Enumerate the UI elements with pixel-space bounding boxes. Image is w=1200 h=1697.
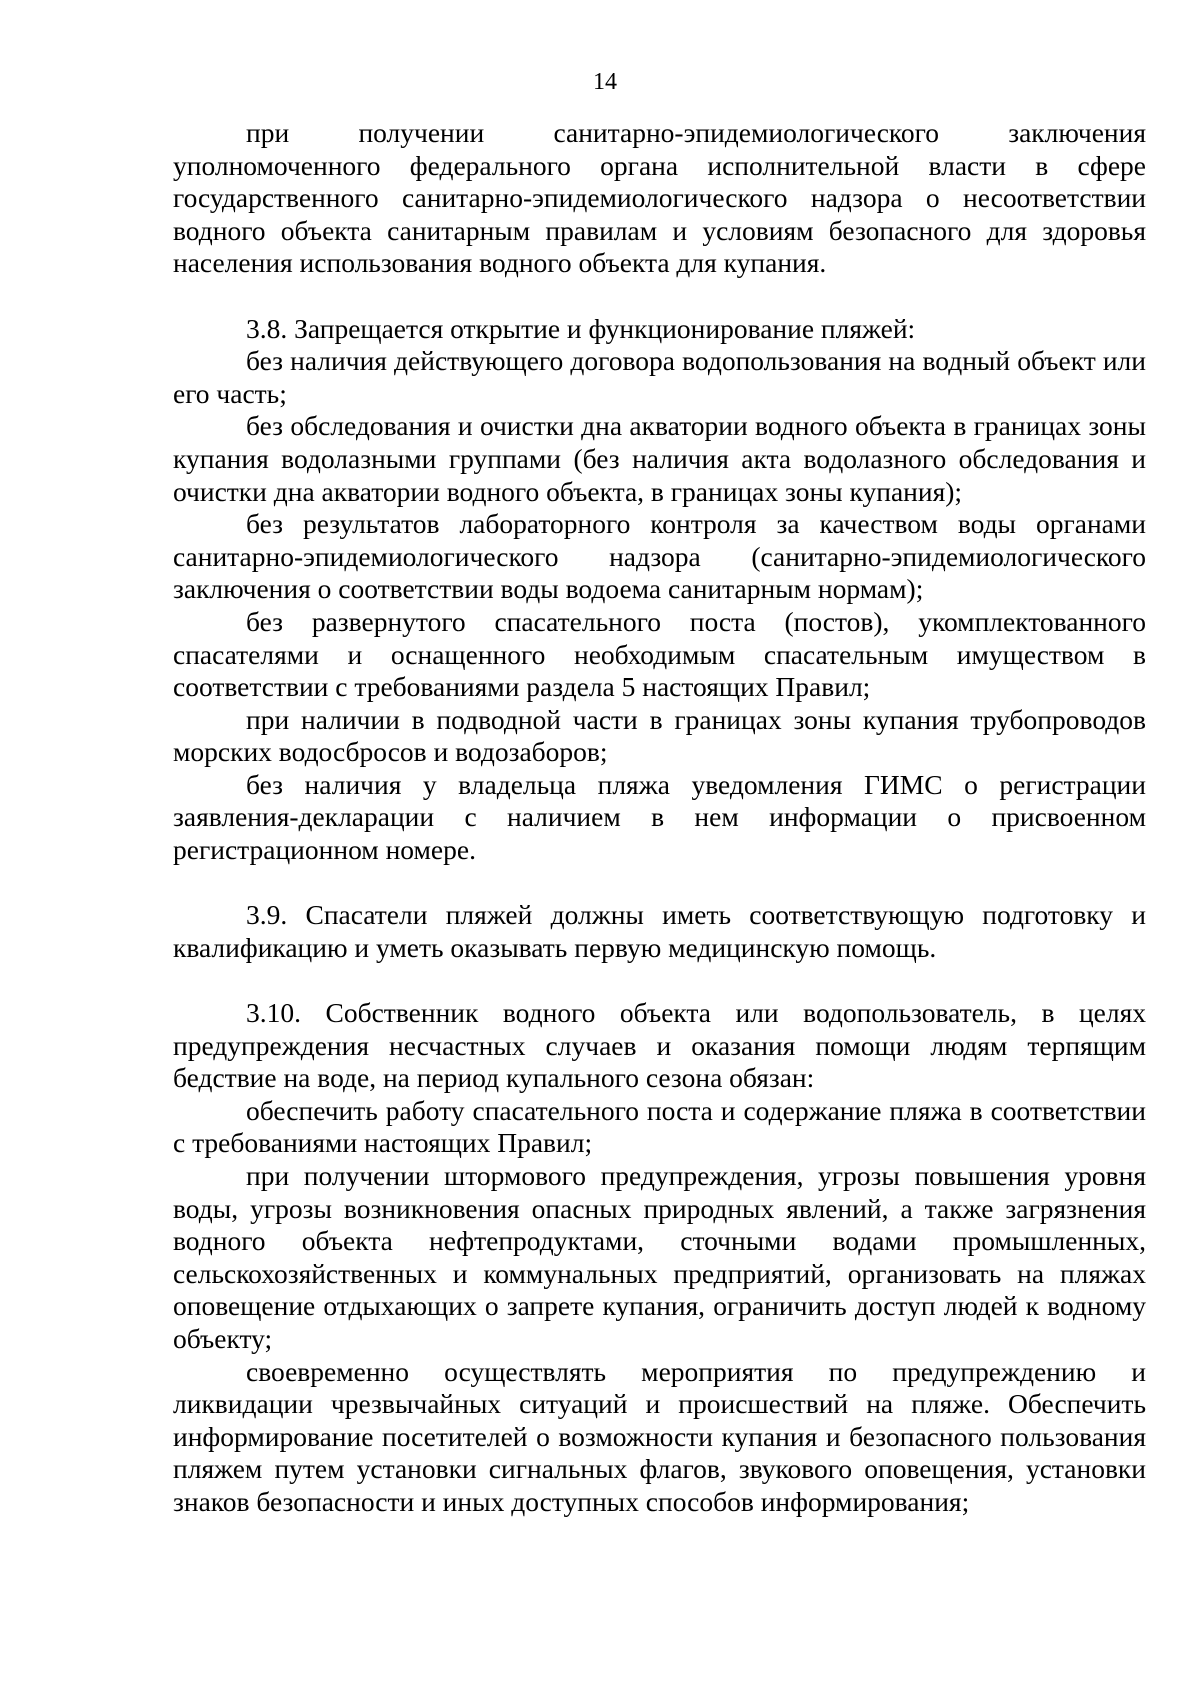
- text-line: своевременно осуществлять мероприятия по предупреждению: [246, 1355, 1097, 1387]
- text-line: при получении санитарно-эпидемиологического заключения: [246, 117, 1146, 148]
- text-line: обеспечить работу спасательного поста и содержание пляжа: [246, 1094, 962, 1126]
- text-line: бедствие на воде, на период купального сезона обязан:: [173, 1062, 815, 1094]
- paragraph: [173, 313, 1146, 346]
- text-line: заявления-декларации с наличием в нем информации о присвоенном: [173, 801, 1146, 833]
- text-line: информирования;: [760, 1485, 970, 1517]
- text-line: сельскохозяйственных и коммунальных предприятий, организовать на пляжах: [173, 1257, 1146, 1289]
- text-line: морских водосбросов и водозаборов;: [173, 736, 608, 768]
- paragraph: [173, 345, 1146, 410]
- page-number: 14: [593, 69, 617, 95]
- paragraph-gap: [173, 964, 1146, 997]
- text-line: без результатов лабораторного контроля за качеством воды органами: [246, 508, 1146, 540]
- text-line: без обследования и очистки дна акватории водного объекта в границах: [246, 410, 1081, 442]
- text-line: к водному объекту;: [173, 1290, 1147, 1354]
- text-line: информирование посетителей о возможности купания и безопасного: [173, 1420, 992, 1452]
- text-line: регистрационном номере.: [173, 834, 476, 866]
- paragraph: [173, 899, 1146, 964]
- text-line: 3.10. Собственник водного объекта или водопользователь, в целях: [246, 997, 1146, 1029]
- text-line: без наличия действующего договора водопользования на водный объект: [246, 345, 1096, 377]
- text-line: при получении штормового предупреждения, угрозы повышения уровня: [246, 1160, 1146, 1191]
- text-line: в соответствии с требованиями настоящих Правил;: [173, 1094, 1146, 1159]
- text-line: в соответствии с требованиями раздела 5 настоящих Правил;: [173, 638, 1146, 703]
- text-line: и квалификацию и уметь оказывать первую медицинскую помощь.: [173, 899, 1146, 963]
- text-line: предупреждения несчастных случаев и оказания помощи людям терпящим: [173, 1029, 1146, 1061]
- text-line: санитарно-эпидемиологического надзора (санитарно-эпидемиологического: [173, 540, 1146, 572]
- text-line: оповещения, установки знаков безопасности и иных доступных способов: [173, 1453, 1147, 1517]
- document-body: [173, 117, 1146, 1519]
- paragraph: [173, 410, 1146, 508]
- paragraph: [173, 1356, 1146, 1519]
- text-line: пользования пляжем путем установки сигнальных флагов, звукового: [173, 1420, 1147, 1485]
- paragraph: [173, 704, 1146, 769]
- text-line: обследования и очистки дна акватории водного объекта, в границах зоны: [173, 442, 1146, 507]
- paragraph: [173, 117, 1146, 280]
- text-line: оповещение отдыхающих о запрете купания, ограничить доступ людей: [173, 1290, 1018, 1322]
- text-line: воды, угрозы возникновения опасных природных явлений, а также загрязнения: [173, 1192, 1146, 1224]
- text-line: или его часть;: [173, 345, 1147, 409]
- text-line: водного объекта нефтепродуктами, сточными водами промышленных,: [173, 1225, 1146, 1257]
- paragraph: [173, 1160, 1146, 1356]
- text-line: спасателями и оснащенного необходимым спасательным имуществом: [173, 638, 1105, 670]
- text-line: 3.8. Запрещается открытие и функционирование пляжей:: [246, 312, 916, 344]
- paragraph: [173, 997, 1146, 1095]
- paragraph-gap: [173, 867, 1146, 900]
- text-line: уполномоченного федерального органа исполнительной власти в сфере: [173, 149, 1146, 181]
- text-line: населения использования водного объекта для купания.: [173, 247, 827, 279]
- text-line: зоны купания водолазными группами (без наличия акта водолазного: [173, 410, 1146, 474]
- text-line: государственного санитарно-эпидемиологического надзора о несоответствии: [173, 182, 1146, 214]
- paragraph: [173, 1095, 1146, 1160]
- text-line: купания);: [849, 475, 963, 507]
- paragraph: [173, 606, 1146, 704]
- text-line: водного объекта санитарным правилам и условиям безопасного для здоровья: [173, 214, 1146, 246]
- text-line: без наличия у владельца пляжа уведомления ГИМС о регистрации: [246, 768, 1146, 800]
- text-line: без развернутого спасательного поста (постов), укомплектованного: [246, 605, 1146, 637]
- paragraph: [173, 508, 1146, 606]
- text-line: 3.9. Спасатели пляжей должны иметь соответствующую подготовку: [246, 899, 1114, 931]
- paragraph-gap: [173, 280, 1146, 313]
- text-line: при наличии в подводной части в границах зоны купания трубопроводов: [246, 703, 1146, 735]
- paragraph: [173, 769, 1146, 867]
- text-line: и ликвидации чрезвычайных ситуаций и происшествий на пляже. Обеспечить: [173, 1355, 1146, 1420]
- text-line: заключения о соответствии воды водоема санитарным нормам);: [173, 573, 924, 605]
